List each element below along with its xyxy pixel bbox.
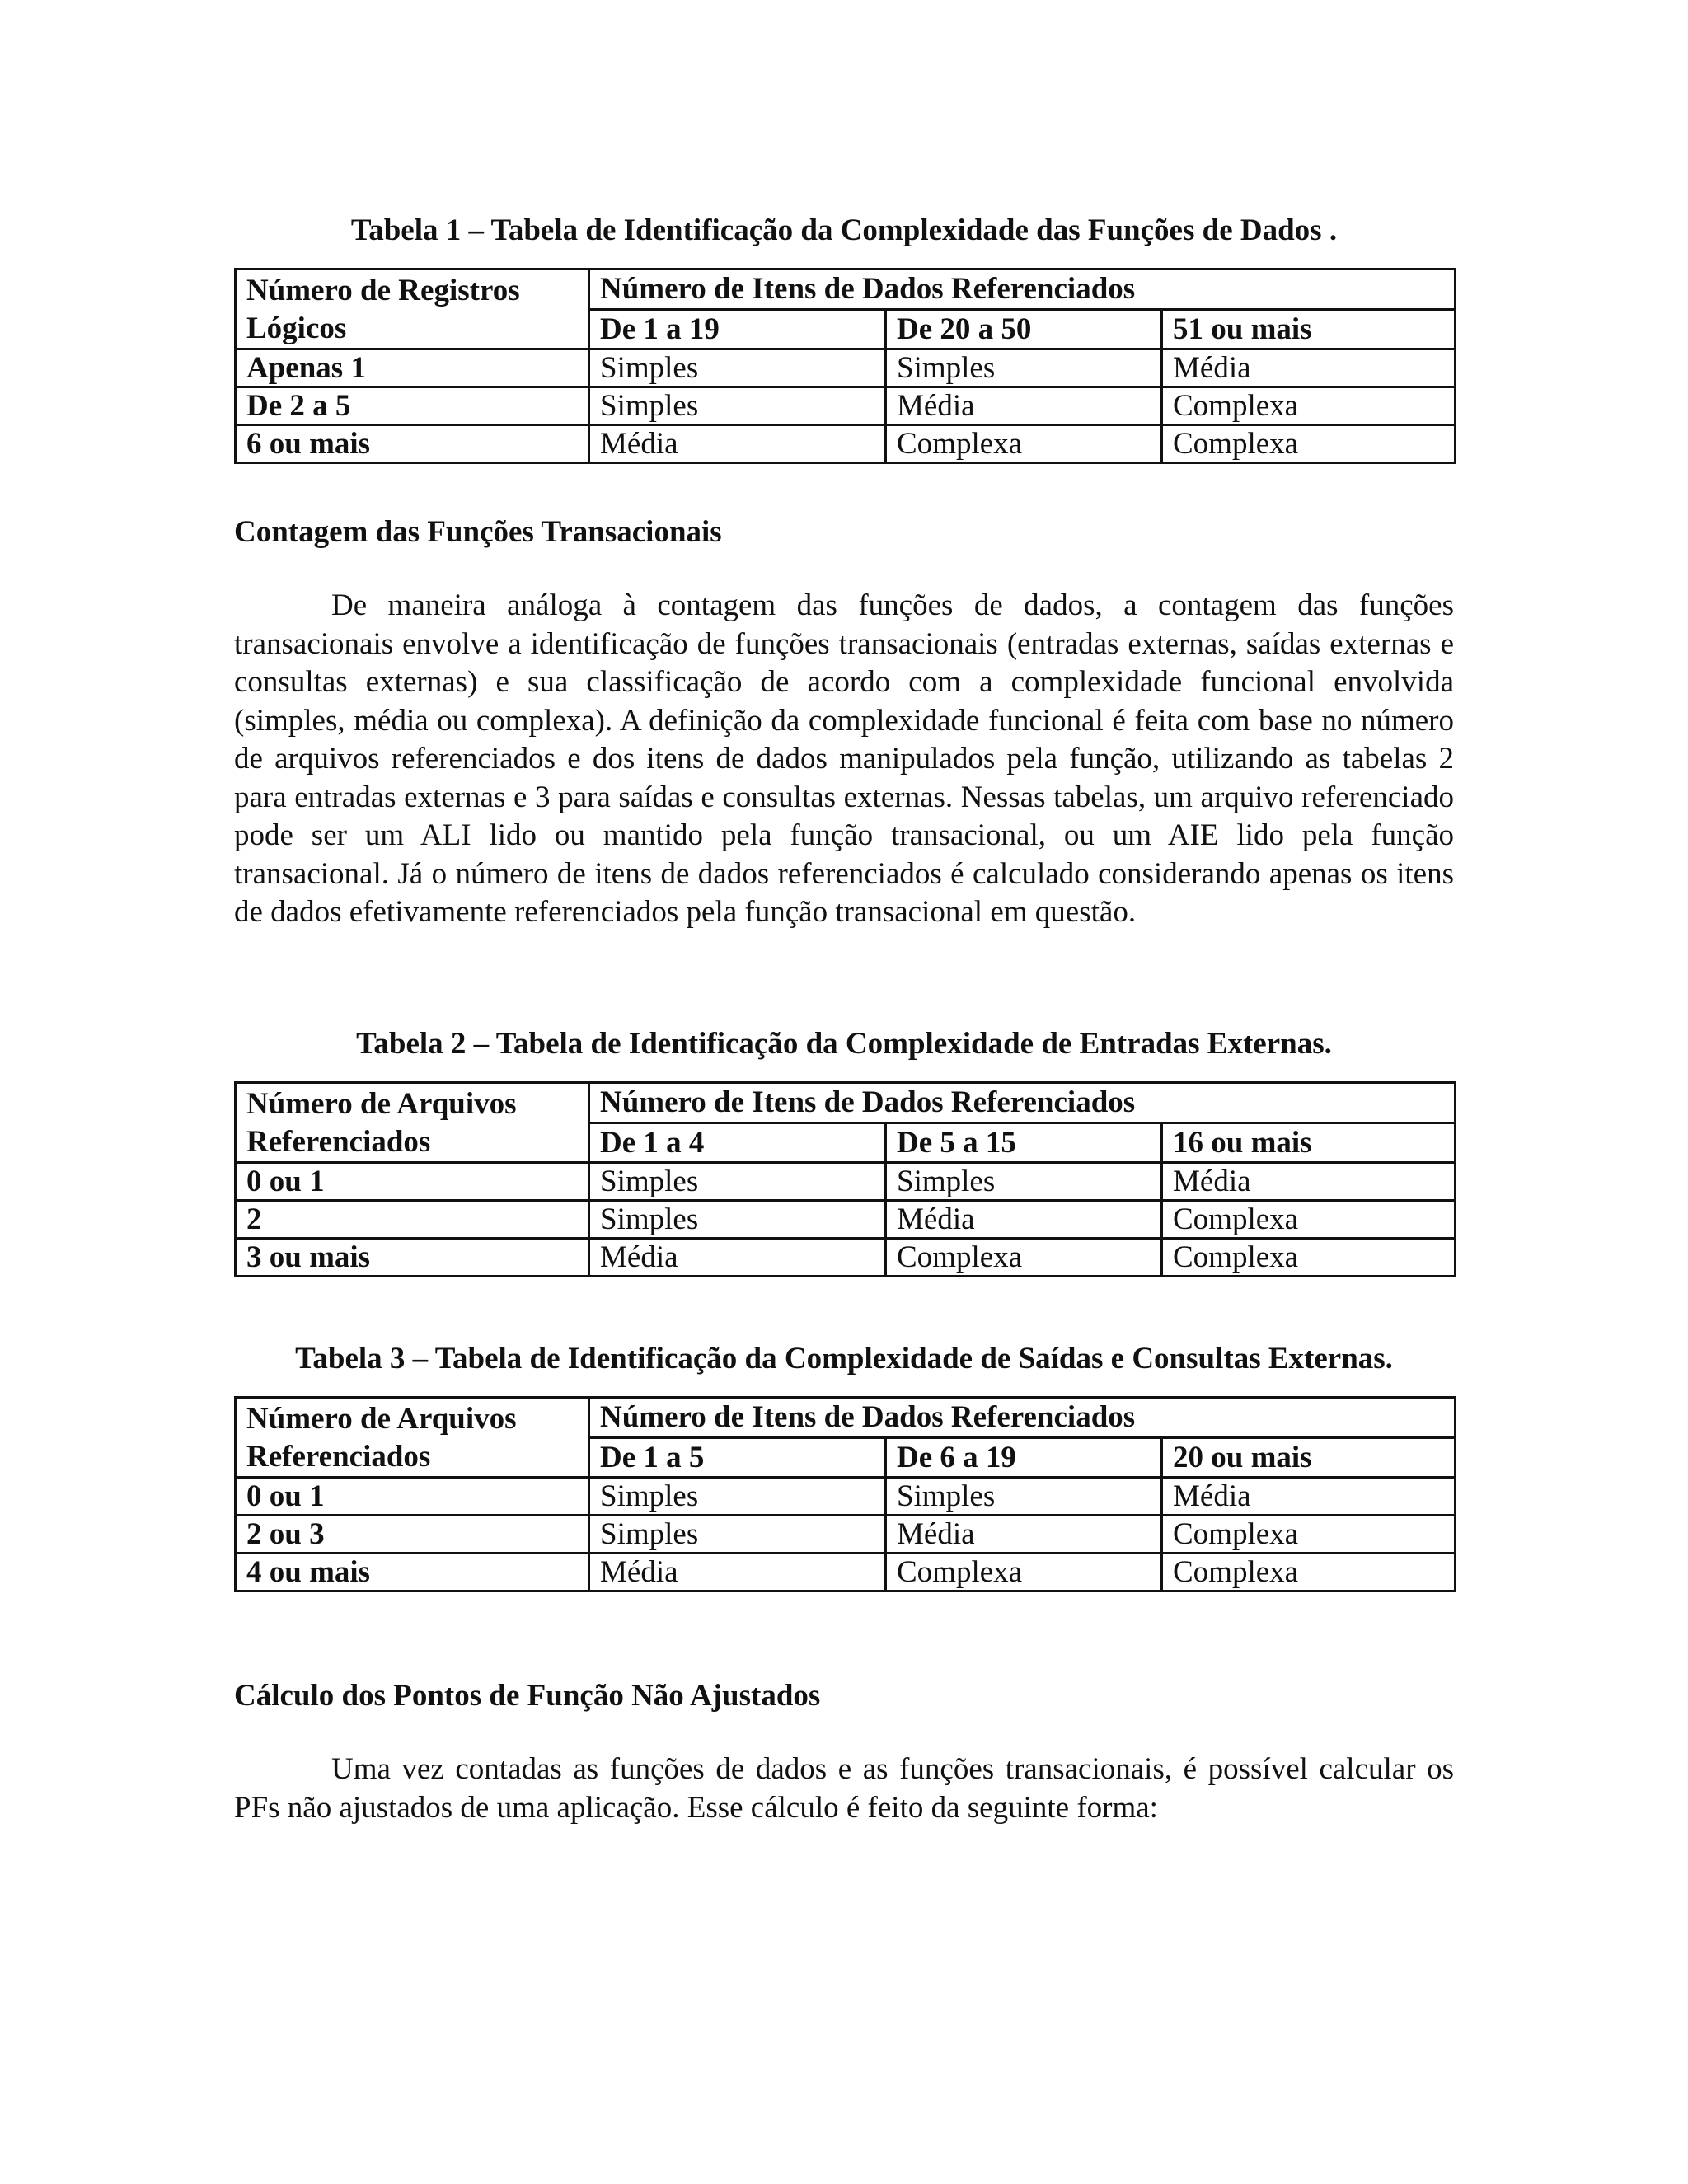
row-label: 0 ou 1 bbox=[236, 1478, 589, 1516]
row-label: 0 ou 1 bbox=[236, 1163, 589, 1201]
row-label: Apenas 1 bbox=[236, 349, 589, 387]
table-cell: Simples bbox=[589, 1516, 886, 1554]
table-cell: Média bbox=[589, 1554, 886, 1591]
table-cell: Complexa bbox=[1162, 1201, 1456, 1239]
table3 bbox=[234, 1396, 1456, 1592]
row-label: De 2 a 5 bbox=[236, 387, 589, 425]
section-heading: Contagem das Funções Transacionais bbox=[234, 515, 722, 549]
table2-column-header: De 1 a 4 bbox=[589, 1122, 886, 1163]
table-cell: Média bbox=[886, 1516, 1162, 1554]
table-cell: Simples bbox=[589, 349, 886, 387]
table-cell: Complexa bbox=[886, 425, 1162, 463]
table1-group-header: Número de Itens de Dados Referenciados bbox=[589, 269, 1456, 310]
table1-corner-label: Número de Registros Lógicos bbox=[236, 269, 589, 349]
table2-column-header: De 5 a 15 bbox=[886, 1122, 1162, 1163]
table1-column-header: De 20 a 50 bbox=[886, 309, 1162, 349]
table-cell: Simples bbox=[589, 1478, 886, 1516]
table-row bbox=[236, 1516, 1456, 1554]
table-cell: Média bbox=[886, 1201, 1162, 1239]
table-cell: Média bbox=[589, 1239, 886, 1277]
table2-group-header: Número de Itens de Dados Referenciados bbox=[589, 1083, 1456, 1123]
table-cell: Média bbox=[1162, 1478, 1456, 1516]
table-cell: Complexa bbox=[1162, 425, 1456, 463]
table-row bbox=[236, 349, 1456, 387]
row-label: 6 ou mais bbox=[236, 425, 589, 463]
table-cell: Simples bbox=[886, 349, 1162, 387]
row-label: 2 ou 3 bbox=[236, 1516, 589, 1554]
table-cell: Simples bbox=[589, 1201, 886, 1239]
table-cell: Complexa bbox=[886, 1239, 1162, 1277]
table3-group-header: Número de Itens de Dados Referenciados bbox=[589, 1398, 1456, 1438]
table-cell: Simples bbox=[589, 387, 886, 425]
table-cell: Média bbox=[1162, 1163, 1456, 1201]
table-cell: Média bbox=[1162, 349, 1456, 387]
section-heading: Cálculo dos Pontos de Função Não Ajustados bbox=[234, 1679, 821, 1713]
table-cell: Simples bbox=[886, 1163, 1162, 1201]
row-label: 2 bbox=[236, 1201, 589, 1239]
table-cell: Complexa bbox=[1162, 1554, 1456, 1591]
table-row bbox=[236, 1554, 1456, 1591]
table3-header-row bbox=[236, 1398, 1456, 1438]
table3-column-header: De 1 a 5 bbox=[589, 1437, 886, 1478]
table3-column-header: 20 ou mais bbox=[1162, 1437, 1456, 1478]
table-cell: Média bbox=[886, 387, 1162, 425]
table-row bbox=[236, 1239, 1456, 1277]
table1-header-row bbox=[236, 269, 1456, 310]
table-cell: Média bbox=[589, 425, 886, 463]
table3-caption: Tabela 3 – Tabela de Identificação da Complexidade de Saídas e Consultas Externas. bbox=[295, 1342, 1393, 1376]
table-row bbox=[236, 1201, 1456, 1239]
table-cell: Complexa bbox=[1162, 1239, 1456, 1277]
table-cell: Complexa bbox=[886, 1554, 1162, 1591]
table-cell: Complexa bbox=[1162, 1516, 1456, 1554]
table-cell: Simples bbox=[589, 1163, 886, 1201]
table3-column-header: De 6 a 19 bbox=[886, 1437, 1162, 1478]
table1-caption: Tabela 1 – Tabela de Identificação da Complexidade das Funções de Dados . bbox=[350, 213, 1338, 247]
table2-header-row bbox=[236, 1083, 1456, 1123]
table2-column-header: 16 ou mais bbox=[1162, 1122, 1456, 1163]
table1-column-header: 51 ou mais bbox=[1162, 309, 1456, 349]
table-row bbox=[236, 387, 1456, 425]
table-cell: Complexa bbox=[1162, 387, 1456, 425]
body-paragraph: Uma vez contadas as funções de dados e as funções transacionais, é possível calcular os PFs não ajustados de uma aplicação. Esse cálculo é feito da seguinte forma: bbox=[234, 1752, 1454, 1825]
table3-corner-label: Número de Arquivos Referenciados bbox=[236, 1398, 589, 1478]
row-label: 3 ou mais bbox=[236, 1239, 589, 1277]
table1 bbox=[234, 268, 1456, 464]
table2-corner-label: Número de Arquivos Referenciados bbox=[236, 1083, 589, 1163]
body-paragraph: De maneira análoga à contagem das funções de dados, a contagem das funções transacionais envolve a identificação de funções transacionais (entradas externas, saídas externas e consultas externas) e sua classificação de acordo com a complexidade funcional envolvida (simples, média ou complexa). A definição da complexidade funcional é feita com base no número de arquivos referenciados e dos itens de dados manipulados pela função, utilizando as tabelas 2 para entradas externas e 3 para saídas e consultas externas. Nessas tabelas, um arquivo referenciado pode ser um ALI lido ou mantido pela função transacional, ou um AIE lido pela função transacional. Já o número de itens de dados referenciados é calculado considerando apenas os itens de dados efetivamente referenciados pela função transacional em questão. bbox=[234, 588, 1454, 929]
table-row bbox=[236, 1163, 1456, 1201]
row-label: 4 ou mais bbox=[236, 1554, 589, 1591]
table-row bbox=[236, 1478, 1456, 1516]
table1-column-header: De 1 a 19 bbox=[589, 309, 886, 349]
table2-caption: Tabela 2 – Tabela de Identificação da Complexidade de Entradas Externas. bbox=[356, 1027, 1332, 1061]
table-row bbox=[236, 425, 1456, 463]
table-cell: Simples bbox=[886, 1478, 1162, 1516]
table2 bbox=[234, 1081, 1456, 1277]
